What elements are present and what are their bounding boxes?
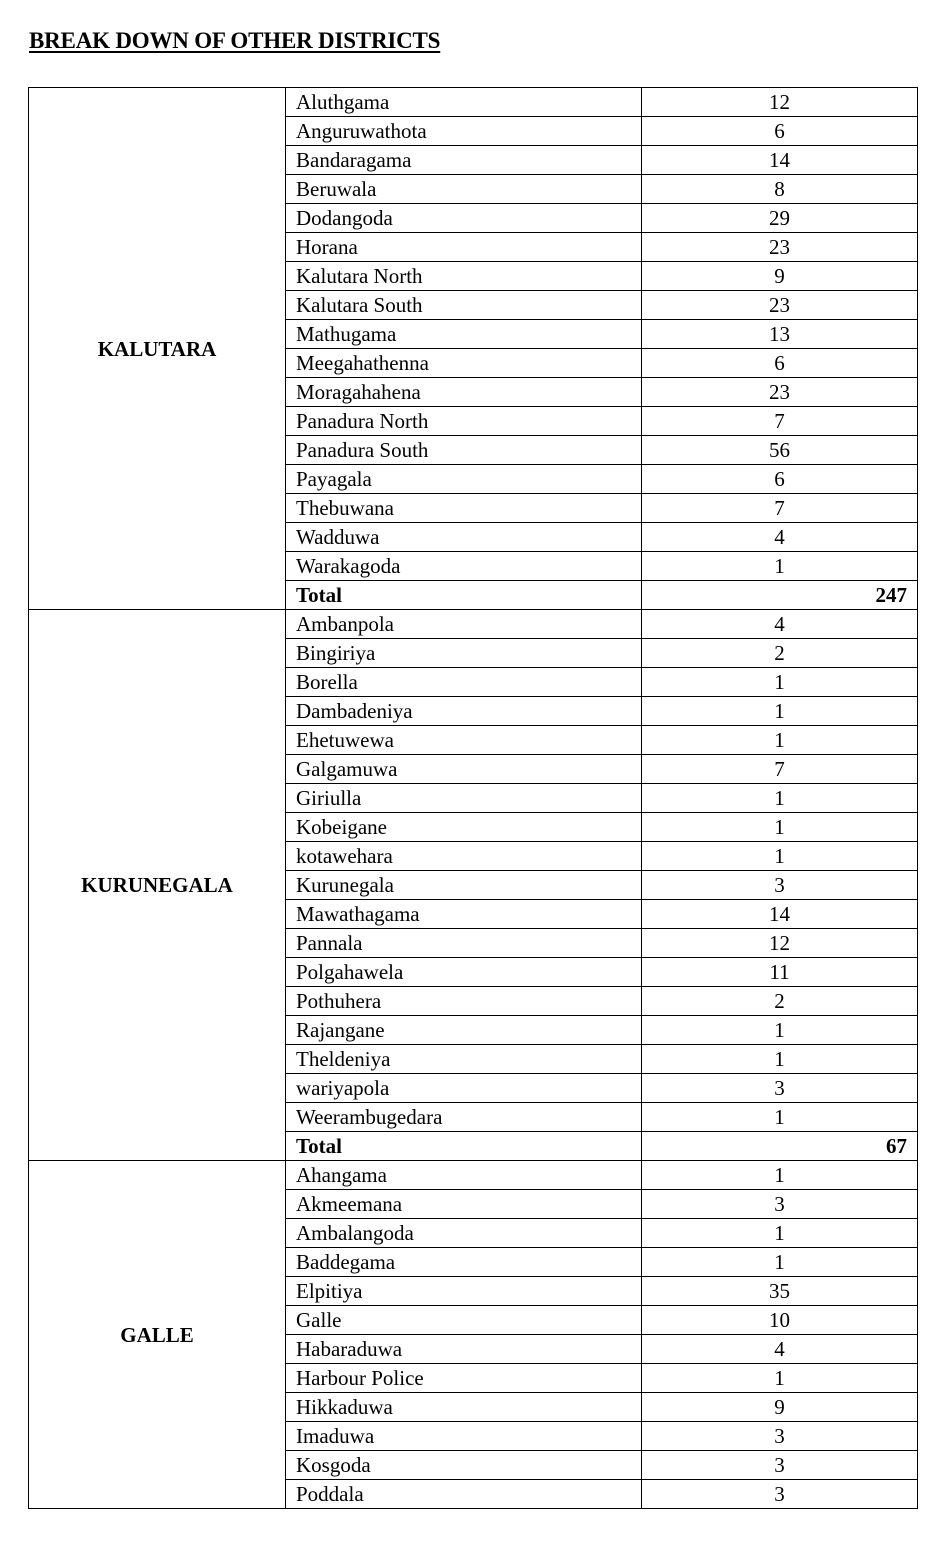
area-name-cell: Beruwala — [286, 175, 642, 204]
area-name-cell: Wadduwa — [286, 523, 642, 552]
count-cell: 8 — [642, 175, 918, 204]
total-label-cell: Total — [286, 581, 642, 610]
count-cell: 2 — [642, 987, 918, 1016]
area-name-cell: Galle — [286, 1306, 642, 1335]
count-cell: 11 — [642, 958, 918, 987]
count-cell: 4 — [642, 1335, 918, 1364]
area-name-cell: Dambadeniya — [286, 697, 642, 726]
area-name-cell: Giriulla — [286, 784, 642, 813]
area-name-cell: Habaraduwa — [286, 1335, 642, 1364]
count-cell: 23 — [642, 233, 918, 262]
count-cell: 3 — [642, 871, 918, 900]
count-cell: 1 — [642, 784, 918, 813]
count-cell: 12 — [642, 929, 918, 958]
count-cell: 23 — [642, 378, 918, 407]
count-cell: 14 — [642, 146, 918, 175]
area-name-cell: Poddala — [286, 1480, 642, 1509]
count-cell: 1 — [642, 1161, 918, 1190]
area-name-cell: Meegahathenna — [286, 349, 642, 378]
count-cell: 1 — [642, 697, 918, 726]
count-cell: 1 — [642, 1016, 918, 1045]
count-cell: 12 — [642, 88, 918, 117]
count-cell: 3 — [642, 1190, 918, 1219]
count-cell: 1 — [642, 813, 918, 842]
area-name-cell: Akmeemana — [286, 1190, 642, 1219]
area-name-cell: Ambanpola — [286, 610, 642, 639]
count-cell: 1 — [642, 668, 918, 697]
area-name-cell: Dodangoda — [286, 204, 642, 233]
area-name-cell: Borella — [286, 668, 642, 697]
count-cell: 9 — [642, 262, 918, 291]
area-name-cell: Kobeigane — [286, 813, 642, 842]
area-name-cell: Kosgoda — [286, 1451, 642, 1480]
area-name-cell: Ehetuwewa — [286, 726, 642, 755]
count-cell: 6 — [642, 465, 918, 494]
area-name-cell: Kalutara South — [286, 291, 642, 320]
total-value-cell: 247 — [642, 581, 918, 610]
area-name-cell: Baddegama — [286, 1248, 642, 1277]
table-body — [29, 88, 918, 1509]
area-name-cell: Kurunegala — [286, 871, 642, 900]
area-name-cell: Galgamuwa — [286, 755, 642, 784]
count-cell: 2 — [642, 639, 918, 668]
page-title: BREAK DOWN OF OTHER DISTRICTS — [29, 28, 441, 53]
count-cell: 3 — [642, 1074, 918, 1103]
count-cell: 7 — [642, 494, 918, 523]
count-cell: 1 — [642, 1364, 918, 1393]
count-cell: 4 — [642, 610, 918, 639]
area-name-cell: Kalutara North — [286, 262, 642, 291]
table-row — [29, 1161, 918, 1190]
area-name-cell: Polgahawela — [286, 958, 642, 987]
area-name-cell: kotawehara — [286, 842, 642, 871]
district-breakdown-table — [28, 87, 918, 1509]
area-name-cell: Ambalangoda — [286, 1219, 642, 1248]
area-name-cell: Pothuhera — [286, 987, 642, 1016]
total-label-cell: Total — [286, 1132, 642, 1161]
count-cell: 1 — [642, 1103, 918, 1132]
area-name-cell: Harbour Police — [286, 1364, 642, 1393]
area-name-cell: Hikkaduwa — [286, 1393, 642, 1422]
district-name-cell: GALLE — [29, 1161, 286, 1509]
area-name-cell: Bingiriya — [286, 639, 642, 668]
area-name-cell: Moragahahena — [286, 378, 642, 407]
count-cell: 10 — [642, 1306, 918, 1335]
area-name-cell: wariyapola — [286, 1074, 642, 1103]
area-name-cell: Mawathagama — [286, 900, 642, 929]
area-name-cell: Rajangane — [286, 1016, 642, 1045]
count-cell: 23 — [642, 291, 918, 320]
area-name-cell: Warakagoda — [286, 552, 642, 581]
count-cell: 14 — [642, 900, 918, 929]
count-cell: 1 — [642, 842, 918, 871]
area-name-cell: Horana — [286, 233, 642, 262]
count-cell: 1 — [642, 1045, 918, 1074]
table-row — [29, 610, 918, 639]
table-row — [29, 88, 918, 117]
area-name-cell: Bandaragama — [286, 146, 642, 175]
count-cell: 1 — [642, 726, 918, 755]
total-value-cell: 67 — [642, 1132, 918, 1161]
area-name-cell: Anguruwathota — [286, 117, 642, 146]
count-cell: 35 — [642, 1277, 918, 1306]
area-name-cell: Thebuwana — [286, 494, 642, 523]
count-cell: 29 — [642, 204, 918, 233]
count-cell: 6 — [642, 117, 918, 146]
count-cell: 9 — [642, 1393, 918, 1422]
count-cell: 7 — [642, 407, 918, 436]
area-name-cell: Elpitiya — [286, 1277, 642, 1306]
area-name-cell: Panadura North — [286, 407, 642, 436]
area-name-cell: Aluthgama — [286, 88, 642, 117]
area-name-cell: Pannala — [286, 929, 642, 958]
area-name-cell: Weerambugedara — [286, 1103, 642, 1132]
area-name-cell: Ahangama — [286, 1161, 642, 1190]
area-name-cell: Imaduwa — [286, 1422, 642, 1451]
count-cell: 1 — [642, 1219, 918, 1248]
area-name-cell: Theldeniya — [286, 1045, 642, 1074]
district-name-cell: KALUTARA — [29, 88, 286, 610]
count-cell: 3 — [642, 1480, 918, 1509]
count-cell: 3 — [642, 1451, 918, 1480]
district-name-cell: KURUNEGALA — [29, 610, 286, 1161]
count-cell: 7 — [642, 755, 918, 784]
count-cell: 1 — [642, 552, 918, 581]
count-cell: 1 — [642, 1248, 918, 1277]
count-cell: 3 — [642, 1422, 918, 1451]
area-name-cell: Panadura South — [286, 436, 642, 465]
area-name-cell: Payagala — [286, 465, 642, 494]
count-cell: 6 — [642, 349, 918, 378]
count-cell: 56 — [642, 436, 918, 465]
area-name-cell: Mathugama — [286, 320, 642, 349]
count-cell: 4 — [642, 523, 918, 552]
count-cell: 13 — [642, 320, 918, 349]
